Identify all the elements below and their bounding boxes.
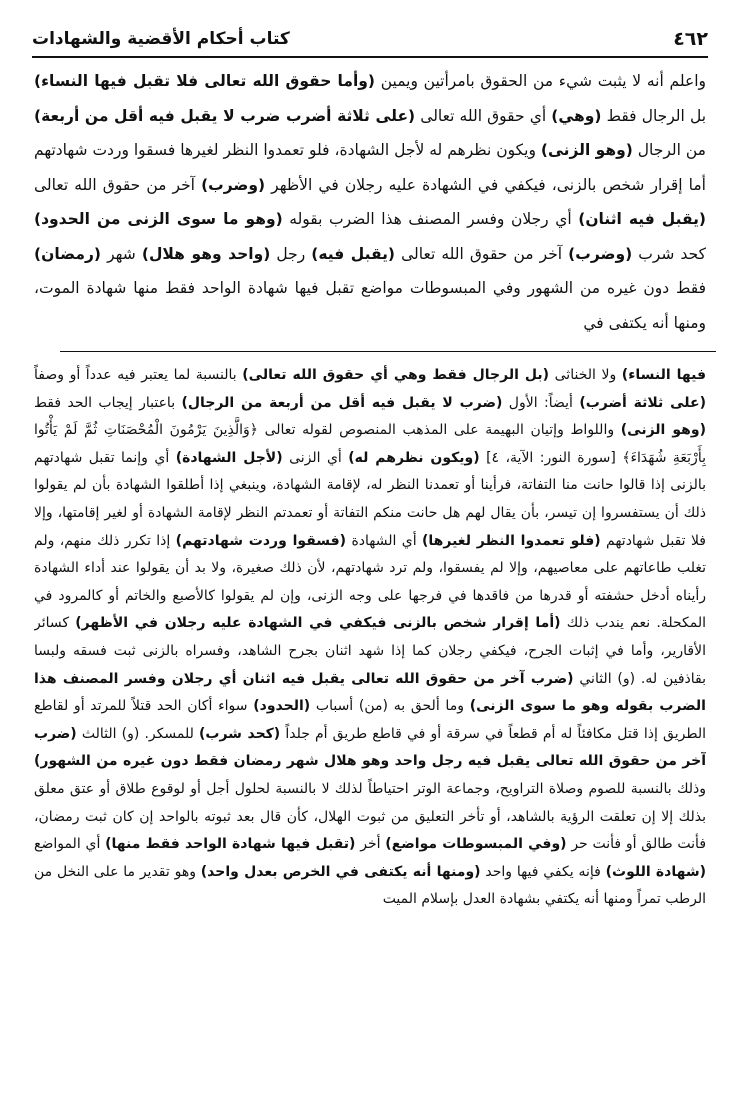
bold-text-segment: (الحدود) [253, 698, 311, 715]
text-segment: آخر من حقوق الله تعالى [34, 175, 202, 194]
main-paragraph [34, 64, 706, 340]
bold-text-segment: فيها النساء) [621, 367, 706, 383]
text-segment: فقط دون غيره من الشهور وفي المبسوطات مواضع تقبل فيها شهادة الواحد فقط منها شهادة الموت، ومنها أنه يكتفى في [34, 279, 706, 332]
text-segment: أي الشهادة [346, 532, 422, 549]
text-segment: وما ألحق به (من) أسباب [310, 698, 470, 715]
bold-text-segment: (لأجل الشهادة) [175, 449, 283, 466]
text-segment: واعلم أنه لا يثبت شيء من الحقوق بامرأتين ويمين [375, 72, 706, 90]
text-segment: ويكون نظرهم له لأجل الشهادة، فلو تعمدوا النظر لغيرها فسقوا وردت شهادتهم أما إقرار شخص بالزنى، فيكفي في الشهادة عليه رجلان في الأظهر [34, 141, 706, 194]
bold-text-segment: (ضرب لا يقبل فيه أقل من أربعة من الرجال) [181, 394, 503, 411]
text-segment: كحد شرب [632, 244, 706, 263]
bold-text-segment: (وهو الزنى) [620, 422, 706, 439]
text-segment: أيضاً: الأول [502, 394, 580, 411]
text-segment: أخر [355, 836, 386, 853]
footnote-separator [60, 351, 716, 352]
text-segment: واللواط وإتيان البهيمة على المذهب المنصوص لقوله تعالى ﴿وَالَّذِينَ يَرْمُونَ الْمُحْصَنَاتِ ثُمَّ لَمْ يَأْتُوا بِأَرْبَعَةِ شُهَدَاءَ﴾ [سورة النور: الآية، ٤] [34, 422, 706, 466]
main-text [34, 64, 706, 344]
bold-text-segment: (وهي) [551, 106, 602, 125]
text-segment: أي حقوق الله تعالى [415, 106, 552, 125]
commentary-paragraph [34, 362, 706, 914]
commentary-text [34, 362, 706, 1084]
bold-text-segment: (يقبل فيه اثنان) [578, 210, 706, 228]
bold-text-segment: (وهو الزنى) [540, 141, 633, 159]
text-segment: فإنه يكفي فيها واحد [480, 863, 606, 880]
text-segment: أي الزنى [282, 449, 349, 466]
bold-text-segment: (على ثلاثة أضرب) [579, 394, 706, 411]
bold-text-segment: (ويكون نظرهم له) [348, 449, 480, 466]
bold-text-segment: (ومنها أنه يكتفى في الخرص بعدل واحد) [200, 863, 481, 880]
text-segment: من الرجال [632, 141, 706, 159]
text-segment: باعتبار إيجاب الحد فقط [34, 394, 182, 411]
text-segment: شهر [101, 244, 142, 263]
text-segment: رجل [270, 244, 312, 263]
bold-text-segment: (أما إقرار شخص بالزنى فيكفي في الشهادة عليه رجلان في الأظهر) [75, 615, 561, 632]
text-segment: وهو تقدير ما على النخل من الرطب تمراً ومنها أنه يكتفي بشهادة العدل بإسلام الميت [34, 863, 706, 908]
text-segment: للمسكر. (و) الثالث [76, 725, 199, 742]
bold-text-segment: (واحد وهو هلال) [141, 244, 271, 263]
text-segment: وذلك بالنسبة للصوم وصلاة التراويح، وجماعة الوتر احتياطاً لذلك لا بالنسبة لحلول أجل أو لوقوع طلاق أو عتق معلق بذلك إلا إن تعلقت الرؤية بالشاهد، أو تأخر التعليق من ثبوت الهلال، كأن قال بعد ثبوته بالواحد إن كان ثبت رمضان، فأنت طالق أو فأنت حر [34, 780, 706, 853]
text-segment: أي رجلان وفسر المصنف هذا الضرب بقوله [282, 210, 579, 228]
text-segment: بالنسبة لما يعتبر فيه عدداً أو وصفاً [34, 367, 243, 383]
page-header [32, 22, 708, 58]
text-segment: كسائر الأقارير، وأما في إثبات الجرح، فيكفي رجلان كما إذا شهد اثنان بجرح الشاهد، وفسراه بالزنى ثبت فسقه ولبسا بقاذفين له. (و) الثاني [34, 615, 706, 687]
bold-text-segment: (شهادة اللوث) [605, 863, 706, 880]
bold-text-segment: (ضرب آخر من حقوق الله تعالى يقبل فيه رجل واحد وهو هلال شهر رمضان فقط دون غيره من الشهور) [34, 725, 706, 770]
bold-text-segment: (تقبل فيها شهادة الواحد فقط منها) [105, 836, 356, 853]
text-segment: سواء أكان الحد قتلاً للمرتد أو لقاطع الطريق إذا قتل مكافئاً له أم قطعاً في سرقة أو في قاطع طريق أم جلداً [34, 698, 706, 742]
bold-text-segment: (وفي المبسوطات مواضع) [385, 836, 567, 853]
text-segment: أي وإنما تقبل شهادتهم بالزنى إذا قالوا حانت منا التفاتة، فرأينا أو تعمدنا النظر له، لإقامة الشهادة، وينبغي إذا أطلقوا الشهادة بأن لم يقولوا ذلك أن يستفسروا إن تيسر، بأن يقال لهم هل حانت منكم التفاتة أو تعمدتم النظر لإقامة الشهادة أو لغير إقامتها، وإلا فلا تقبل شهادتهم [34, 449, 706, 549]
bold-text-segment: (يقبل فيه) [311, 244, 396, 263]
book-title: كتاب أحكام الأقضية والشهادات [32, 29, 290, 49]
bold-text-segment: (بل الرجال فقط وهي أي حقوق الله تعالى) [242, 367, 550, 383]
text-segment: ولا الخناثى [549, 367, 622, 383]
bold-text-segment: (وضرب) [201, 175, 266, 194]
bold-text-segment: (وهو ما سوى الزنى من الحدود) [34, 210, 283, 228]
text-segment: آخر من حقوق الله تعالى [395, 244, 569, 263]
bold-text-segment: (ضرب آخر من حقوق الله تعالى يقبل فيه اثنان أي رجلان وفسر المصنف هذا الضرب بقوله وهو ما سوى الزنى) [34, 670, 706, 715]
bold-text-segment: (فسقوا وردت شهادتهم) [175, 532, 347, 549]
text-segment: أي المواضع [34, 836, 106, 853]
text-segment: إذا تكرر ذلك منهم، ولم تغلب طاعاتهم على معاصيهم، وإلا لم يفسقوا، ولم ترد شهادتهم، لأن ذلك صغيرة، ولا بد أن يقولوا عند أداء الشهادة رأيناه أدخل حشفته أو قدرها من فاقدها في فرجها على وجه الزنى، وإن لم يقولوا كالأصبع والخاتم أو كالمرود في المكحلة. نعم يندب ذلك [34, 532, 706, 632]
bold-text-segment: (وأما حقوق الله تعالى فلا تقبل فيها النساء) [34, 72, 376, 90]
bold-text-segment: (على ثلاثة أضرب ضرب لا يقبل فيه أقل من أربعة) [34, 106, 416, 125]
bold-text-segment: (فلو تعمدوا النظر لغيرها) [422, 532, 601, 549]
text-segment: بل الرجال فقط [601, 106, 706, 125]
page-number: ٤٦٢ [673, 28, 708, 50]
bold-text-segment: (وضرب) [568, 244, 633, 263]
bold-text-segment: (كحد شرب) [198, 725, 281, 742]
bold-text-segment: (رمضان) [34, 244, 102, 263]
